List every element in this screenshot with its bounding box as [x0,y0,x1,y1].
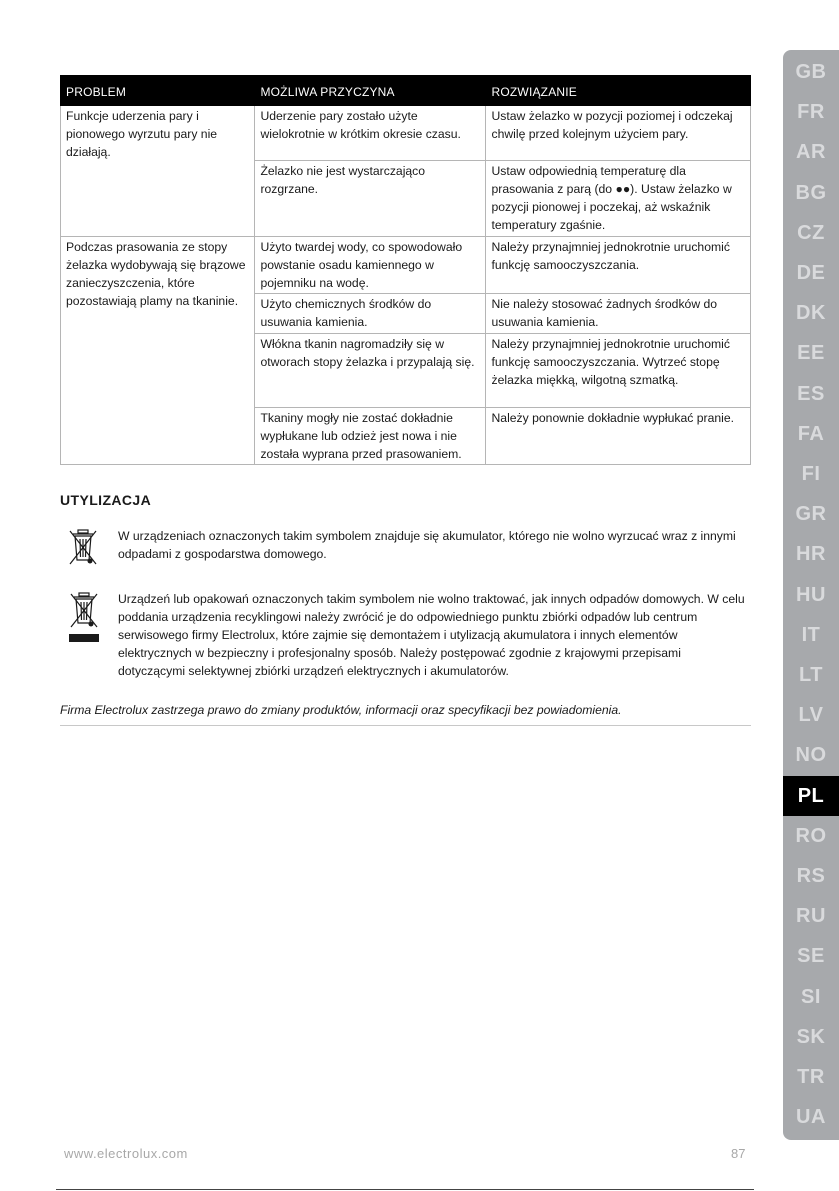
disclaimer-text: Firma Electrolux zastrzega prawo do zmiany produktów, informacji oraz specyfikacji bez powiadomienia. [60,703,622,717]
crossed-bin-icon [66,527,100,567]
table-row [61,237,751,294]
header-problem: PROBLEM [61,76,255,106]
language-tab-ar[interactable]: AR [796,141,826,164]
language-tab-es[interactable]: ES [797,382,825,405]
table-row [61,106,751,161]
cause-cell: Żelazko nie jest wystarczająco rozgrzane. [255,161,486,237]
crossed-bin-bar-icon [66,590,102,644]
language-tab-dk[interactable]: DK [796,302,826,325]
language-tab-rs[interactable]: RS [796,865,826,887]
solution-cell: Należy ponownie dokładnie wypłukać pranie. [486,408,751,465]
language-tab-no[interactable]: NO [795,744,827,767]
language-tab-cz[interactable]: CZ [797,221,825,244]
troubleshooting-table [60,75,751,465]
language-tab-tr[interactable]: TR [797,1066,825,1088]
page-number: 87 [731,1146,746,1161]
language-tab-pl[interactable]: PL [783,776,839,816]
problem-cell: Funkcje uderzenia pary i pionowego wyrzutu pary nie działają. [61,106,255,237]
language-tab-hu[interactable]: HU [796,583,826,606]
battery-disposal-text: W urządzeniach oznaczonych takim symbolem znajduje się akumulator, którego nie wolno wyrzucać wraz z innymi odpadami z gospodarstwa domowego. [118,529,736,561]
disposal-title: UTYLIZACJA [60,492,152,508]
website-url: www.electrolux.com [64,1146,188,1161]
solution-cell: Nie należy stosować żadnych środków do usuwania kamienia. [486,294,751,334]
appliance-disposal-text: Urządzeń lub opakowań oznaczonych takim symbolem nie wolno traktować, jak innych odpadów domowych. W celu poddania urządzenia recyklingowi należy zwrócić je do odpowiedniego punktu zbiórki odpadów lub centrum serwisowego firmy Electrolux, które zajmie się demontażem i utylizacją akumulatora i innych elementów elektrycznych w bezpieczny i profesjonalny sposób. Należy postępować zgodnie z krajowymi przepisami dotyczącymi selektywnej zbiórki urządzeń elektrycznych i akumulatorów. [118,592,745,678]
language-tab-sk[interactable]: SK [796,1025,826,1048]
cause-cell: Włókna tkanin nagromadziły się w otworach stopy żelazka i przypalają się. [255,334,486,408]
language-tab-gb[interactable]: GB [795,61,827,83]
language-tab-ru[interactable]: RU [796,905,826,928]
language-tab-fa[interactable]: FA [797,422,825,445]
language-tab-ee[interactable]: EE [797,342,825,365]
language-tab-fi[interactable]: FI [801,463,821,485]
language-tab-ua[interactable]: UA [796,1106,826,1129]
solution-cell: Należy przynajmniej jednokrotnie uruchomić funkcję samooczyszczania. Wytrzeć stopę żelazka miękką, wilgotną szmatką. [486,334,751,408]
language-tab-hr[interactable]: HR [796,543,826,566]
divider [60,725,751,726]
header-solution: ROZWIĄZANIE [486,76,751,106]
problem-cell: Podczas prasowania ze stopy żelazka wydobywają się brązowe zanieczyszczenia, które pozostawiają plamy na tkaninie. [61,237,255,465]
solution-cell: Należy przynajmniej jednokrotnie uruchomić funkcję samooczyszczania. [486,237,751,294]
bottom-divider [56,1189,754,1190]
language-tab-lv[interactable]: LV [798,704,824,727]
language-tab-bg[interactable]: BG [795,181,827,204]
language-tab-lt[interactable]: LT [799,664,823,686]
header-cause: MOŻLIWA PRZYCZYNA [255,76,486,106]
solution-cell: Ustaw żelazko w pozycji poziomej i odczekaj chwilę przed kolejnym użyciem pary. [486,106,751,161]
language-tab-ro[interactable]: RO [795,824,827,847]
language-tab-si[interactable]: SI [801,985,821,1008]
language-tab-se[interactable]: SE [797,945,825,968]
cause-cell: Uderzenie pary zostało użyte wielokrotnie w krótkim okresie czasu. [255,106,486,161]
cause-cell: Tkaniny mogły nie zostać dokładnie wypłukane lub odzież jest nowa i nie została wyprana przed prasowaniem. [255,408,486,465]
language-tab-gr[interactable]: GR [795,503,827,526]
solution-cell: Ustaw odpowiednią temperaturę dla prasowania z parą (do ●●). Ustaw żelazko w pozycji pionowej i poczekaj, aż wskaźnik temperatury zgaśnie. [486,161,751,237]
language-tab-fr[interactable]: FR [797,101,825,124]
language-tab-it[interactable]: IT [801,623,821,646]
cause-cell: Użyto chemicznych środków do usuwania kamienia. [255,294,486,334]
language-tab-de[interactable]: DE [796,262,826,284]
table-header-row [61,76,751,106]
cause-cell: Użyto twardej wody, co spowodowało powstanie osadu kamiennego w pojemniku na wodę. [255,237,486,294]
